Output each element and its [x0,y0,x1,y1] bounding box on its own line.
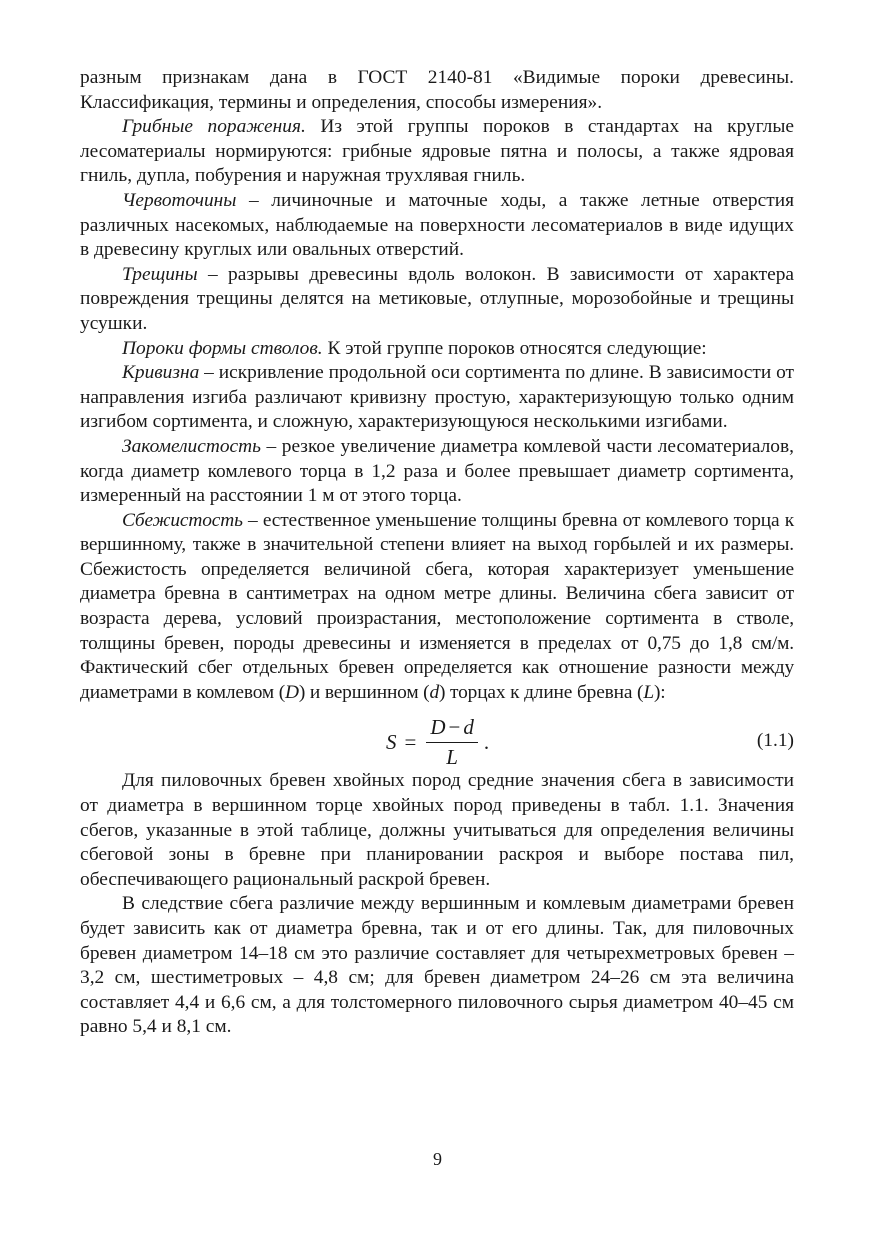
paragraph-cracks [80,263,794,337]
paragraph-curvature [80,361,794,435]
paragraph-text: – разрывы древесины вдоль волокон. В зависимости от характера повреждения трещины делятся на метиковые, отлупные, морозобойные и трещины усушки. [80,263,794,334]
page-number: 9 [433,1149,442,1169]
paragraph-diameter-difference [80,892,794,1040]
paragraph-text: К этой группе пороков относятся следующие: [322,337,707,359]
numerator-d: d [463,715,474,740]
minus-sign: − [448,715,461,740]
paragraph-text: разным признакам дана в ГОСТ 2140-81 «Видимые пороки древесины. Классификация, термины и определения, способы измерения». [80,67,794,113]
term-heading: Кривизна [122,362,200,384]
variable-L: L [643,681,654,703]
fraction-denominator: L [446,745,458,770]
paragraph-sawlogs [80,769,794,892]
formula-period: . [483,730,490,755]
body-text [80,66,794,1040]
paragraph-text: ) и вершинном ( [298,681,430,703]
paragraph-text: ): [654,681,666,703]
paragraph-text: Из этой группы пороков в стандартах на круглые лесоматериалы нормируются: грибные ядровые пятна и полосы, а также ядровая гниль, дупла, побурения и наружная трухлявая гниль. [80,116,794,187]
term-heading: Грибные поражения. [122,116,306,138]
paragraph-text: – естественное уменьшение толщины бревна от комлевого торца к вершинному, также в значительной степени влияет на выход горбылей и их размеры. Сбежистость определяется величиной сбега, которая характеризует уменьшение диаметра бревна в сантиметрах на одном метре длины. Величина сбега зависит от возраста дерева, условий произрастания, местоположение сортимента в стволе, толщины бревен, породы древесины и изменяется в пределах от 0,75 до 1,8 см/м. Фактический сбег отдельных бревен определяется как отношение разности между диаметрами в комлевом ( [80,509,794,703]
taper-formula [386,715,489,769]
paragraph-text: В следствие сбега различие между вершинным и комлевым диаметрами бревен будет зависить как от диаметра бревна, так и от его длины. Так, для пиловочных бревен диаметром 14–18 см это различие составляет для четырехметровых бревен – 3,2 см, шестиметровых – 4,8 см; для бревен диаметром 24–26 см эта величина составляет 4,4 и 6,6 см, а для толстомерного пиловочного сырья диаметром 40–45 см равно 5,4 и 8,1 см. [80,893,794,1038]
formula-equals: = [404,730,417,755]
formula-block [80,707,794,769]
term-heading: Закомелистость [122,435,261,457]
paragraph-wormholes [80,189,794,263]
paragraph-text: – искривление продольной оси сортимента по длине. В зависимости от направления изгиба различают кривизну простую, характеризующую только одним изгибом сортимента, и сложную, характеризующуюся несколькими изгибами. [80,362,794,433]
paragraph-fungal [80,115,794,189]
formula-fraction [426,715,478,769]
term-heading: Пороки формы стволов. [122,337,323,359]
variable-D: D [285,681,299,703]
term-heading: Трещины [122,263,198,285]
paragraph-text: – личиночные и маточные ходы, а также летные отверстия различных насекомых, наблюдаемые на поверхности лесоматериалов в виде идущих в древесину круглых или овальных отверстий. [80,189,794,261]
paragraph-text: – резкое увеличение диаметра комлевой части лесоматериалов, когда диаметр комлевого торца в 1,2 раза и более превышает диаметр сортимента, измеренный на расстоянии 1 м от этого торца. [80,435,794,507]
paragraph-text: ) торцах к длине бревна ( [439,681,644,703]
paragraph-butt-swell [80,435,794,509]
term-heading: Сбежистость [122,509,243,531]
equation-number: (1.1) [756,730,794,752]
variable-d: d [429,681,440,703]
fraction-numerator [426,715,478,743]
term-heading: Червоточины [122,189,237,211]
numerator-D: D [430,715,446,740]
paragraph-taper [80,509,794,706]
paragraph-intro [80,66,794,115]
formula-lhs: S [386,730,397,755]
paragraph-text: Для пиловочных бревен хвойных пород средние значения сбега в зависимости от диаметра в вершинном торце хвойных пород приведены в табл. 1.1. Значения сбегов, указанные в этой таблице, должны учитываться для определения величины сбеговой зоны в бревне при планировании раскроя и выборе постава пил, обеспечивающего рациональный раскрой бревен. [80,770,794,890]
paragraph-stem-defects [80,337,794,362]
